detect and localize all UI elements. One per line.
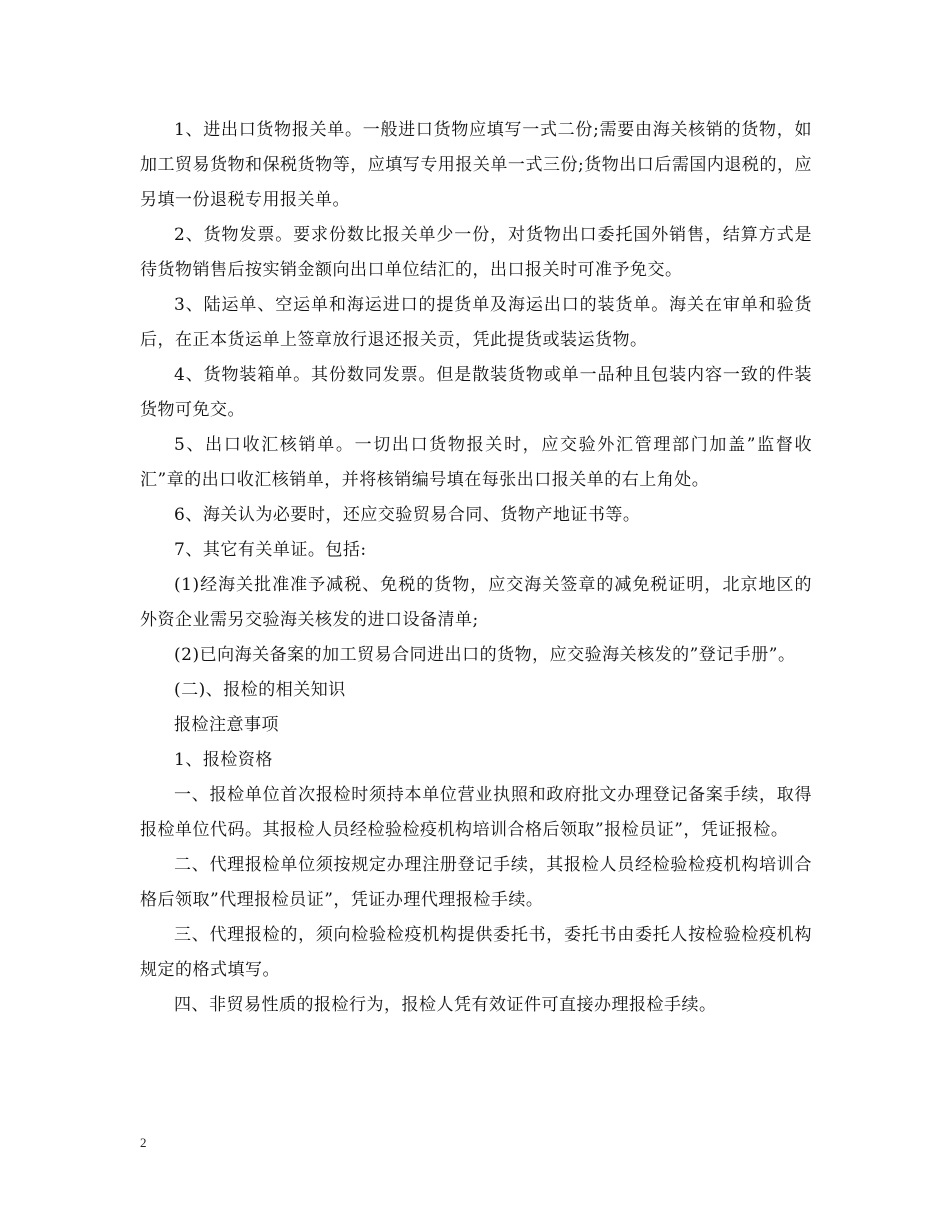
paragraph-7: 7、其它有关单证。包括: <box>174 540 367 560</box>
paragraph-15: 三、代理报检的，须向检验检疫机构提供委托书，委托书由委托人按检验检疫机构规定的格式填写。 <box>140 925 812 980</box>
paragraph-4: 4、货物装箱单。其份数同发票。但是散装货物或单一品种且包装内容一致的件装货物可免交。 <box>140 365 812 420</box>
paragraph-3: 3、陆运单、空运单和海运进口的提货单及海运出口的装货单。海关在审单和验货后，在正本货运单上签章放行退还报关贡，凭此提货或装运货物。 <box>140 295 812 350</box>
paragraph-14: 二、代理报检单位须按规定办理注册登记手续，其报检人员经检验检疫机构培训合格后领取”代理报检员证”，凭证办理代理报检手续。 <box>140 855 812 910</box>
subheading: 报检注意事项 <box>174 715 279 735</box>
page-number: 2 <box>140 1135 147 1150</box>
paragraph-9: (2)已向海关备案的加工贸易合同进出口的货物，应交验海关核发的”登记手册”。 <box>174 645 796 665</box>
paragraph-5: 5、出口收汇核销单。一切出口货物报关时，应交验外汇管理部门加盖”监督收汇”章的出口收汇核销单，并将核销编号填在每张出口报关单的右上角处。 <box>140 435 812 490</box>
paragraph-2: 2、货物发票。要求份数比报关单少一份，对货物出口委托国外销售，结算方式是待货物销售后按实销金额向出口单位结汇的，出口报关时可准予免交。 <box>140 225 812 280</box>
paragraph-13: 一、报检单位首次报检时须持本单位营业执照和政府批文办理登记备案手续，取得报检单位代码。其报检人员经检验检疫机构培训合格后领取”报检员证”，凭证报检。 <box>140 785 812 840</box>
paragraph-12: 1、报检资格 <box>174 750 273 770</box>
paragraph-1: 1、进出口货物报关单。一般进口货物应填写一式二份;需要由海关核销的货物，如加工贸易货物和保税货物等，应填写专用报关单一式三份;货物出口后需国内退税的，应另填一份退税专用报关单。 <box>140 120 812 210</box>
body-text <box>140 113 812 1023</box>
paragraph-8: (1)经海关批准准予减税、免税的货物，应交海关签章的减免税证明，北京地区的外资企业需另交验海关核发的进口设备清单; <box>140 575 812 630</box>
section-heading: (二)、报检的相关知识 <box>174 680 346 700</box>
paragraph-6: 6、海关认为必要时，还应交验贸易合同、货物产地证书等。 <box>174 505 641 525</box>
paragraph-16: 四、非贸易性质的报检行为，报检人凭有效证件可直接办理报检手续。 <box>174 995 717 1015</box>
